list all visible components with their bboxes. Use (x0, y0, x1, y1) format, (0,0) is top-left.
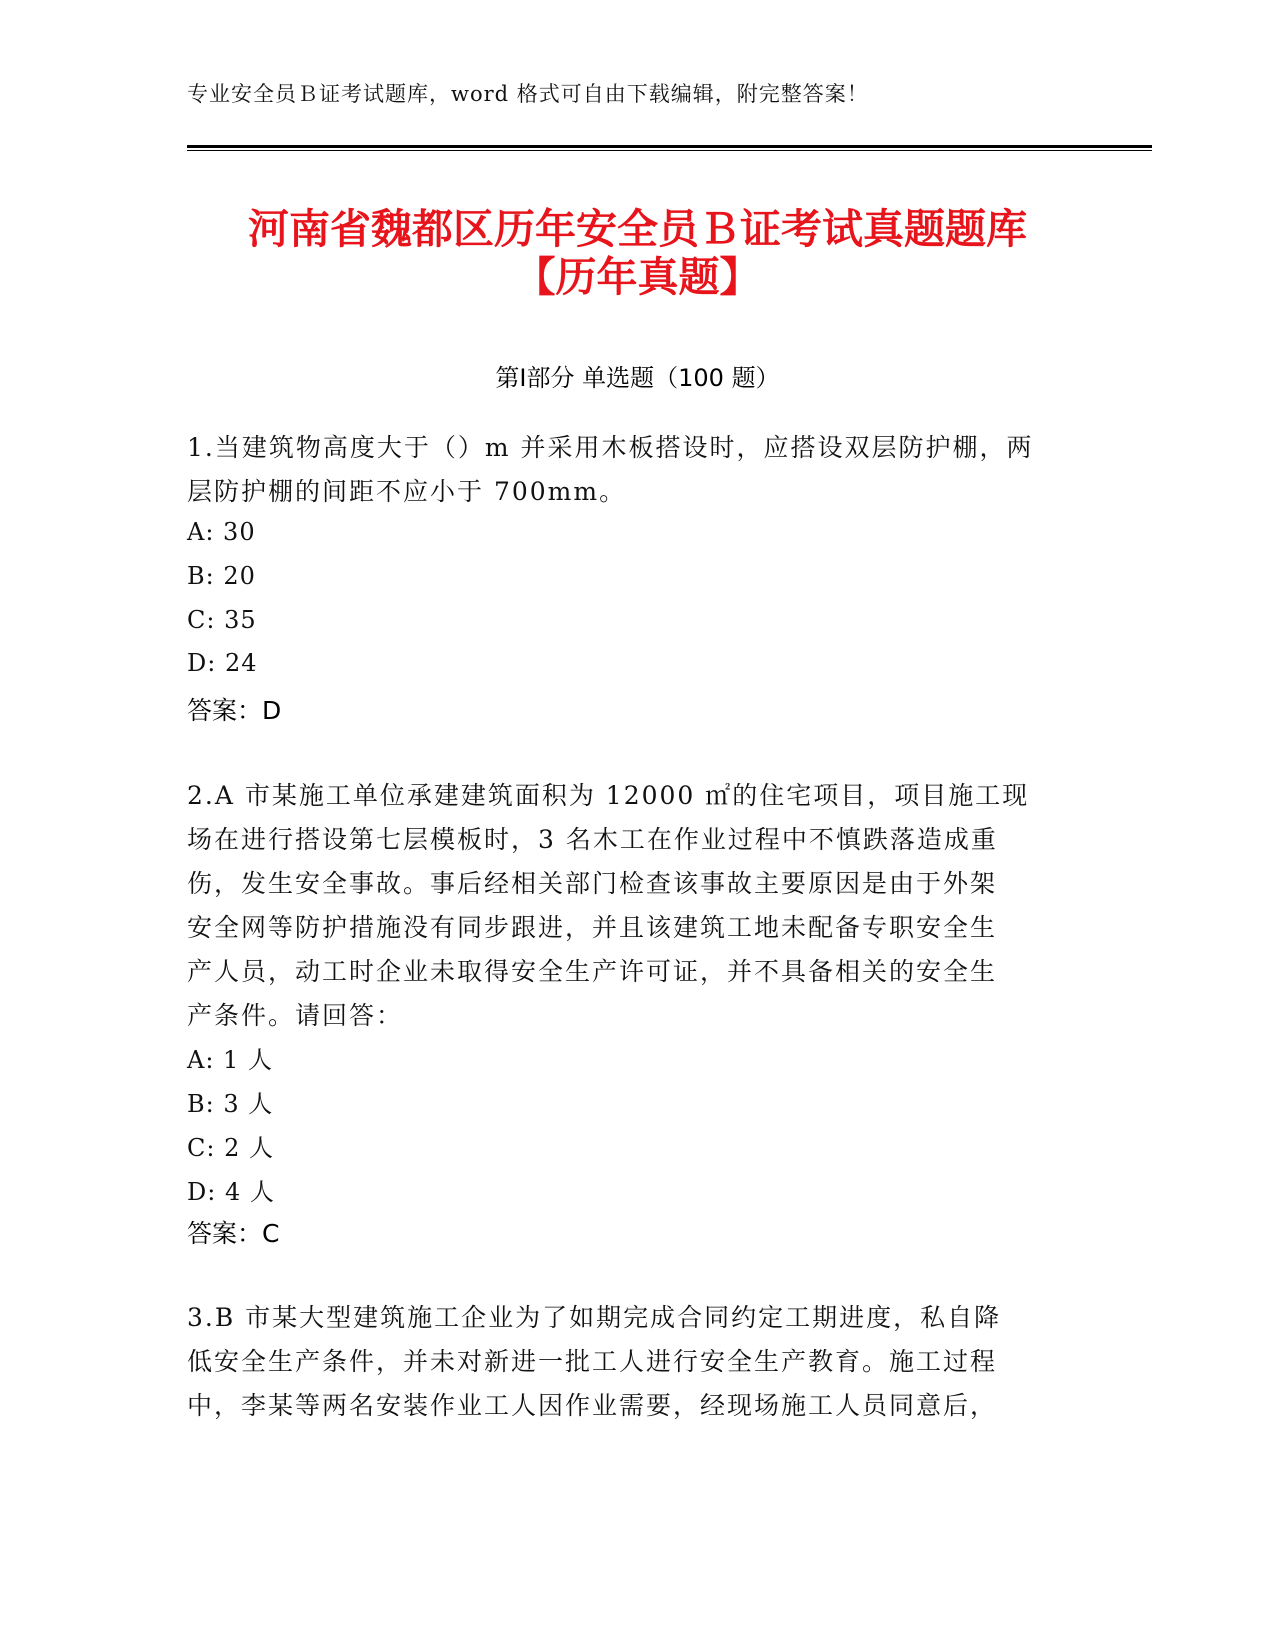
header-divider (187, 145, 1152, 151)
question-text-line: 3.B 市某大型建筑施工企业为了如期完成合同约定工期进度，私自降 (187, 1303, 1002, 1332)
question-text-line: 中，李某等两名安装作业工人因作业需要，经现场施工人员同意后， (187, 1391, 998, 1420)
question-text-line: 安全网等防护措施没有同步跟进，并且该建筑工地未配备专职安全生 (187, 913, 998, 942)
option-b: B: 3 人 (187, 1090, 274, 1118)
section-heading: 第Ⅰ部分 单选题（100 题） (495, 364, 780, 392)
question-text-line: 低安全生产条件，并未对新进一批工人进行安全生产教育。施工过程 (187, 1347, 998, 1376)
option-a: A: 30 (187, 518, 256, 546)
option-a: A: 1 人 (187, 1046, 273, 1074)
question-text-line: 产条件。请回答： (187, 1001, 404, 1030)
question-text-line: 层防护棚的间距不应小于 700mm。 (187, 477, 627, 506)
option-d: D: 4 人 (187, 1178, 275, 1206)
option-d: D: 24 (187, 649, 258, 677)
header-note: 专业安全员Ｂ证考试题库，word 格式可自由下载编辑，附完整答案！ (187, 82, 869, 106)
option-c: C: 2 人 (187, 1134, 274, 1162)
question-text-line: 1.当建筑物高度大于（）m 并采用木板搭设时，应搭设双层防护棚，两 (187, 433, 1034, 462)
answer-label: 答案：C (187, 1219, 280, 1248)
option-b: B: 20 (187, 562, 256, 590)
document-title-line-1: 河南省魏都区历年安全员Ｂ证考试真题题库 (248, 205, 1027, 253)
document-title-line-2: 【历年真题】 (514, 253, 761, 301)
question-text-line: 场在进行搭设第七层模板时，3 名木工在作业过程中不慎跌落造成重 (187, 825, 998, 854)
question-text-line: 伤，发生安全事故。事后经相关部门检查该事故主要原因是由于外架 (187, 869, 998, 898)
option-c: C: 35 (187, 606, 257, 634)
answer-label: 答案：D (187, 696, 282, 725)
question-text-line: 2.A 市某施工单位承建建筑面积为 12000 ㎡的住宅项目，项目施工现 (187, 781, 1030, 810)
question-text-line: 产人员，动工时企业未取得安全生产许可证，并不具备相关的安全生 (187, 957, 998, 986)
